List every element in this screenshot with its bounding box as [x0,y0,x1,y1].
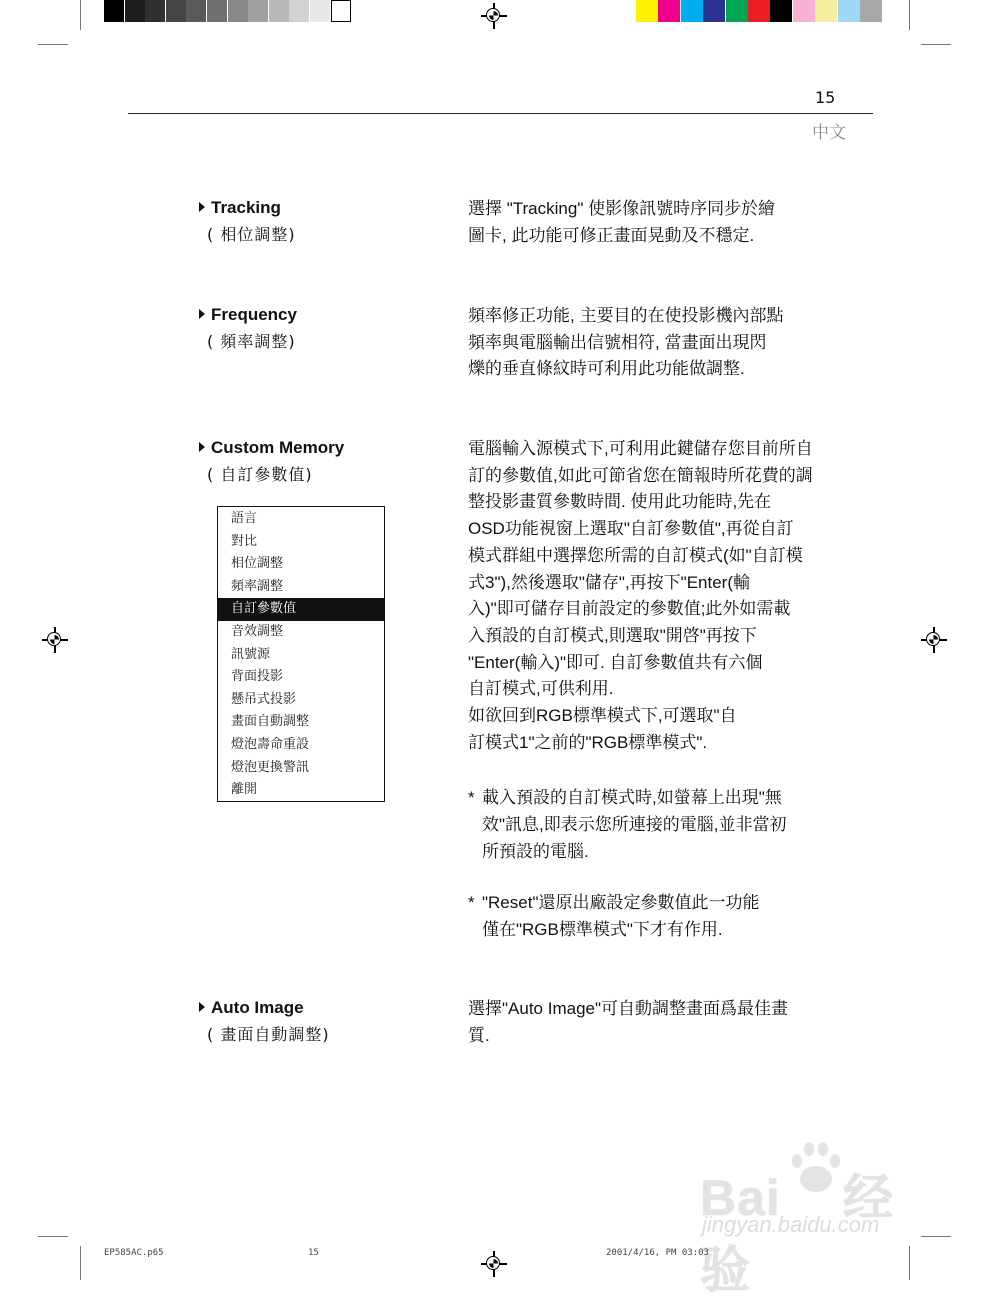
tracking-title: Tracking [199,198,281,218]
color-swatch [681,0,703,22]
color-swatch [658,0,680,22]
tracking-description [468,196,818,249]
registration-mark-bottom [481,1251,507,1277]
language-label: 中文 [812,123,846,143]
note-line: "Reset"還原出廠設定參數值此一功能 [482,893,760,912]
color-swatch [860,0,882,22]
frequency-title: Frequency [199,305,297,325]
header-rule [128,113,873,114]
watermark-url: jingyan.baidu.com [702,1212,880,1237]
desc-line: 頻率修正功能, 主要目的在使投影機內部點 [468,306,784,325]
desc-line: 模式群組中選擇您所需的自訂模式(如"自訂模 [468,545,803,565]
osd-menu-item: 懸吊式投影 [231,691,297,707]
registration-mark-left [42,627,68,653]
note-line: 效"訊息,即表示您所連接的電腦,並非當初 [482,815,787,834]
note-line: 僅在"RGB標準模式"下才有作用. [482,920,723,939]
desc-line: 質. [468,1025,490,1045]
gray-swatch [125,0,145,22]
watermark-brand: Bai 经验 [700,1170,894,1298]
desc-line: 自訂模式,可供利用. [468,679,614,699]
gray-swatch [186,0,206,22]
triangle-bullet-icon [199,442,205,452]
desc-line: 入預設的自訂模式,則選取"開啓"再按下 [468,625,757,645]
baidu-jingyan-watermark [700,1130,940,1298]
footer-filename: EP585AC.p65 [104,1248,164,1258]
note-reset [468,889,818,943]
desc-line: 選擇 "Tracking" 使影像訊號時序同步於繪 [468,199,776,218]
desc-line: 式3"),然後選取"儲存",再按下"Enter(輸 [468,572,750,592]
gray-swatch [331,0,351,22]
desc-line: 訂模式1"之前的"RGB標準模式". [468,732,708,752]
desc-line: 整投影畫質參數時間. 使用此功能時,先在 [468,492,772,512]
gray-swatch [289,0,309,22]
gray-swatch [228,0,248,22]
auto-image-title: Auto Image [199,998,304,1018]
footer-timestamp: 2001/4/16, PM 03:03 [606,1248,709,1258]
desc-line: OSD功能視窗上選取"自訂參數值",再從自訂 [468,519,794,539]
desc-line: 如欲回到RGB標準模式下,可選取"自 [468,706,737,726]
note-invalid-mode [468,784,818,865]
desc-line: 爍的垂直條紋時可利用此功能做調整. [468,359,745,379]
frequency-description [468,303,818,383]
color-swatch [636,0,658,22]
crop-mark [921,44,951,45]
desc-line: 圖卡, 此功能可修正畫面晃動及不穩定. [468,225,755,245]
custom-memory-title: Custom Memory [199,438,344,458]
crop-mark [909,0,910,30]
tracking-subtitle: ( 相位調整) [207,225,296,244]
footer-page: 15 [308,1248,319,1258]
gray-swatch [145,0,165,22]
color-swatch [770,0,792,22]
desc-line: 訂的參數值,如此可節省您在簡報時所花費的調 [468,465,813,485]
registration-mark-right [921,627,947,653]
osd-menu-item: 燈泡壽命重設 [231,736,310,752]
desc-line: 選擇"Auto Image"可自動調整畫面爲最佳畫 [468,999,789,1018]
triangle-bullet-icon [199,309,205,319]
paw-logo-icon [786,1140,844,1198]
note-line: 所預設的電腦. [482,842,589,861]
osd-menu-item: 相位調整 [231,556,284,572]
crop-mark [80,0,81,30]
osd-menu-item: 頻率調整 [231,578,284,594]
color-swatch [748,0,770,22]
osd-menu-item: 音效調整 [231,623,284,639]
custom-memory-subtitle: ( 自訂參數值) [207,465,313,484]
gray-swatch [248,0,268,22]
osd-menu-item: 離開 [231,782,258,798]
note-marker: * [468,893,475,912]
desc-line: 頻率與電腦輸出信號相符, 當畫面出現閃 [468,332,767,352]
desc-line: "Enter(輸入)"即可. 自訂參數值共有六個 [468,652,763,672]
gray-swatch [166,0,186,22]
osd-menu-item: 訊號源 [231,646,271,662]
osd-menu-item: 畫面自動調整 [231,714,310,730]
note-marker: * [468,788,475,807]
osd-menu-item: 對比 [231,533,258,549]
osd-menu-item: 語言 [231,511,258,526]
crop-mark [80,1246,81,1280]
osd-menu-item-selected: 自訂參數值 [218,598,384,621]
gray-swatch [269,0,289,22]
color-swatch [726,0,748,22]
registration-mark-top [481,3,507,29]
gray-swatch [310,0,330,22]
osd-menu [217,506,385,802]
color-swatch [838,0,860,22]
color-swatch [703,0,725,22]
page-number: 15 [815,88,836,107]
gray-swatch [207,0,227,22]
gray-swatch [104,0,124,22]
osd-menu-item: 燈泡更換警訊 [231,759,310,775]
auto-image-subtitle: ( 畫面自動調整) [207,1025,330,1044]
desc-line: 電腦輸入源模式下,可利用此鍵儲存您目前所自 [468,439,813,458]
note-line: 載入預設的自訂模式時,如螢幕上出現"無 [482,788,782,807]
crop-mark [38,1236,68,1237]
color-swatch [815,0,837,22]
crop-mark [38,44,68,45]
custom-memory-description [468,436,818,756]
frequency-subtitle: ( 頻率調整) [207,332,296,351]
auto-image-description [468,996,818,1049]
desc-line: 入)"即可儲存目前設定的參數值;此外如需載 [468,599,791,619]
color-swatch [793,0,815,22]
osd-menu-item: 背面投影 [231,669,284,685]
triangle-bullet-icon [199,1002,205,1012]
triangle-bullet-icon [199,202,205,212]
